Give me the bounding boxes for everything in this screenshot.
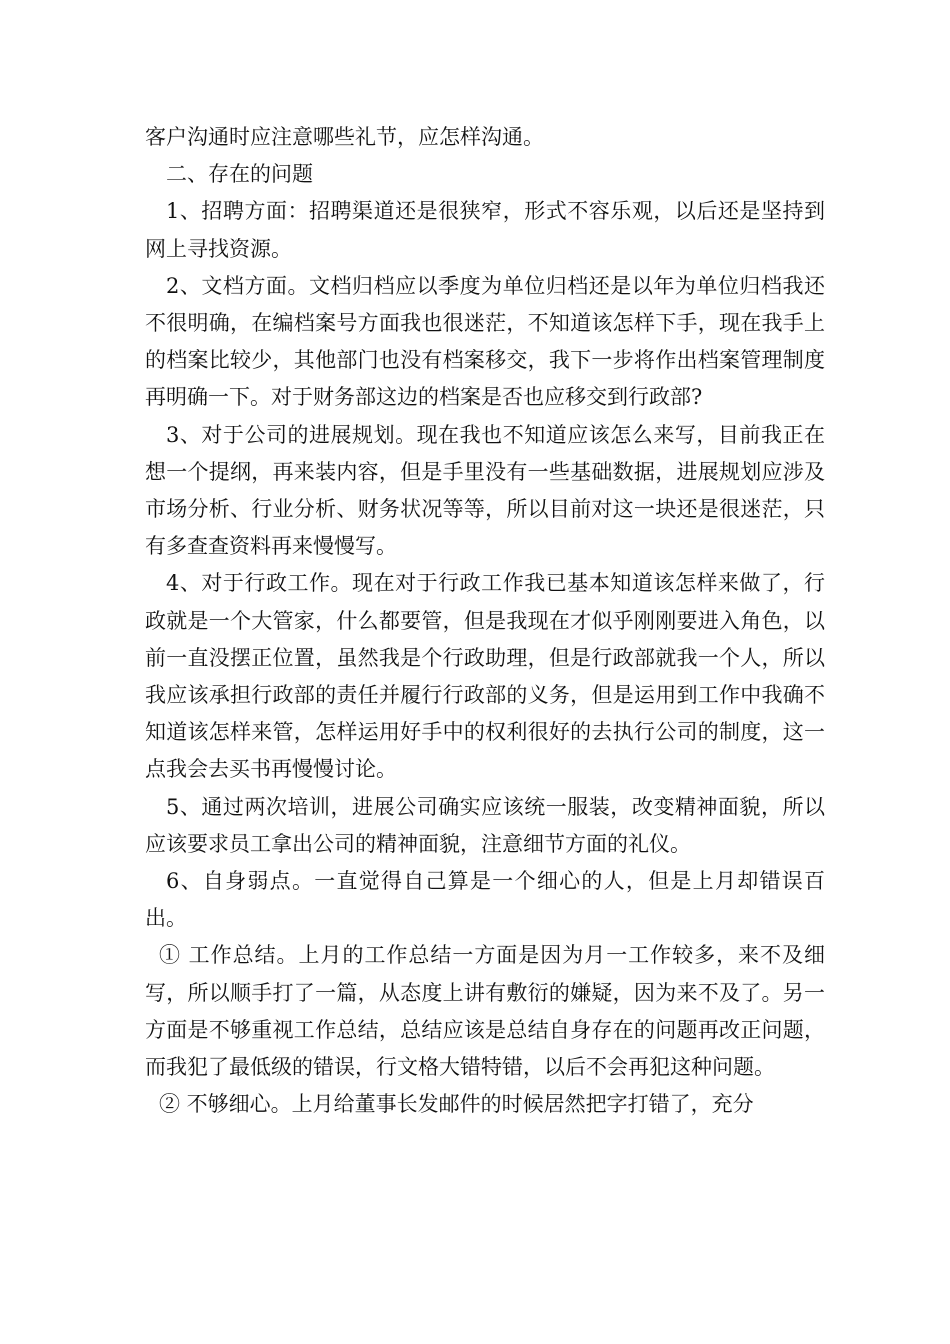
paragraph-training: 5、通过两次培训，进展公司确实应该统一服装，改变精神面貌，所以应该要求员工拿出公司的精神面貌，注意细节方面的礼仪。 — [145, 794, 825, 856]
paragraph-documents: 2、文档方面。文档归档应以季度为单位归档还是以年为单位归档我还不很明确，在编档案号方面我也很迷茫，不知道该怎样下手，现在我手上的档案比较少，其他部门也没有档案移交，我下一步将作出档案管理制度再明确一下。对于财务部这边的档案是否也应移交到行政部? — [145, 273, 825, 410]
paragraph-self-weakness: 6、自身弱点。一直觉得自己算是一个细心的人，但是上月却错误百出。 — [145, 869, 825, 931]
paragraph-administrative-work: 4、对于行政工作。现在对于行政工作我已基本知道该怎样来做了，行政就是一个大管家，什么都要管，但是我现在才似乎刚刚要进入角色，以前一直没摆正位置，虽然我是个行政助理，但是行政部就我一个人，所以我应该承担行政部的责任并履行行政部的义务，但是运用到工作中我确不知道该怎样来管，怎样运用好手中的权利很好的去执行公司的制度，这一点我会去买书再慢慢讨论。 — [145, 571, 825, 782]
paragraph-recruitment: 1、招聘方面：招聘渠道还是很狭窄，形式不容乐观，以后还是坚持到网上寻找资源。 — [145, 199, 825, 261]
document-body — [145, 119, 825, 1123]
paragraph-not-careful: ② 不够细心。上月给董事长发邮件的时候居然把字打错了，充分 — [159, 1092, 754, 1117]
paragraph-work-summary: ① 工作总结。上月的工作总结一方面是因为月一工作较多，来不及细写，所以顺手打了一篇，从态度上讲有敷衍的嫌疑，因为来不及了。另一方面是不够重视工作总结，总结应该是总结自身存在的问题再改正问题，而我犯了最低级的错误，行文格大错特错，以后不会再犯这种问题。 — [145, 943, 825, 1080]
section-heading-existing-problems: 二、存在的问题 — [166, 162, 313, 187]
paragraph-development-plan: 3、对于公司的进展规划。现在我也不知道应该怎么来写，目前我正在想一个提纲，再来装内容，但是手里没有一些基础数据，进展规划应涉及市场分析、行业分析、财务状况等等，所以目前对这一块还是很迷茫，只有多查查资料再来慢慢写。 — [145, 422, 825, 559]
paragraph-customer-communication: 客户沟通时应注意哪些礼节，应怎样沟通。 — [145, 125, 544, 149]
